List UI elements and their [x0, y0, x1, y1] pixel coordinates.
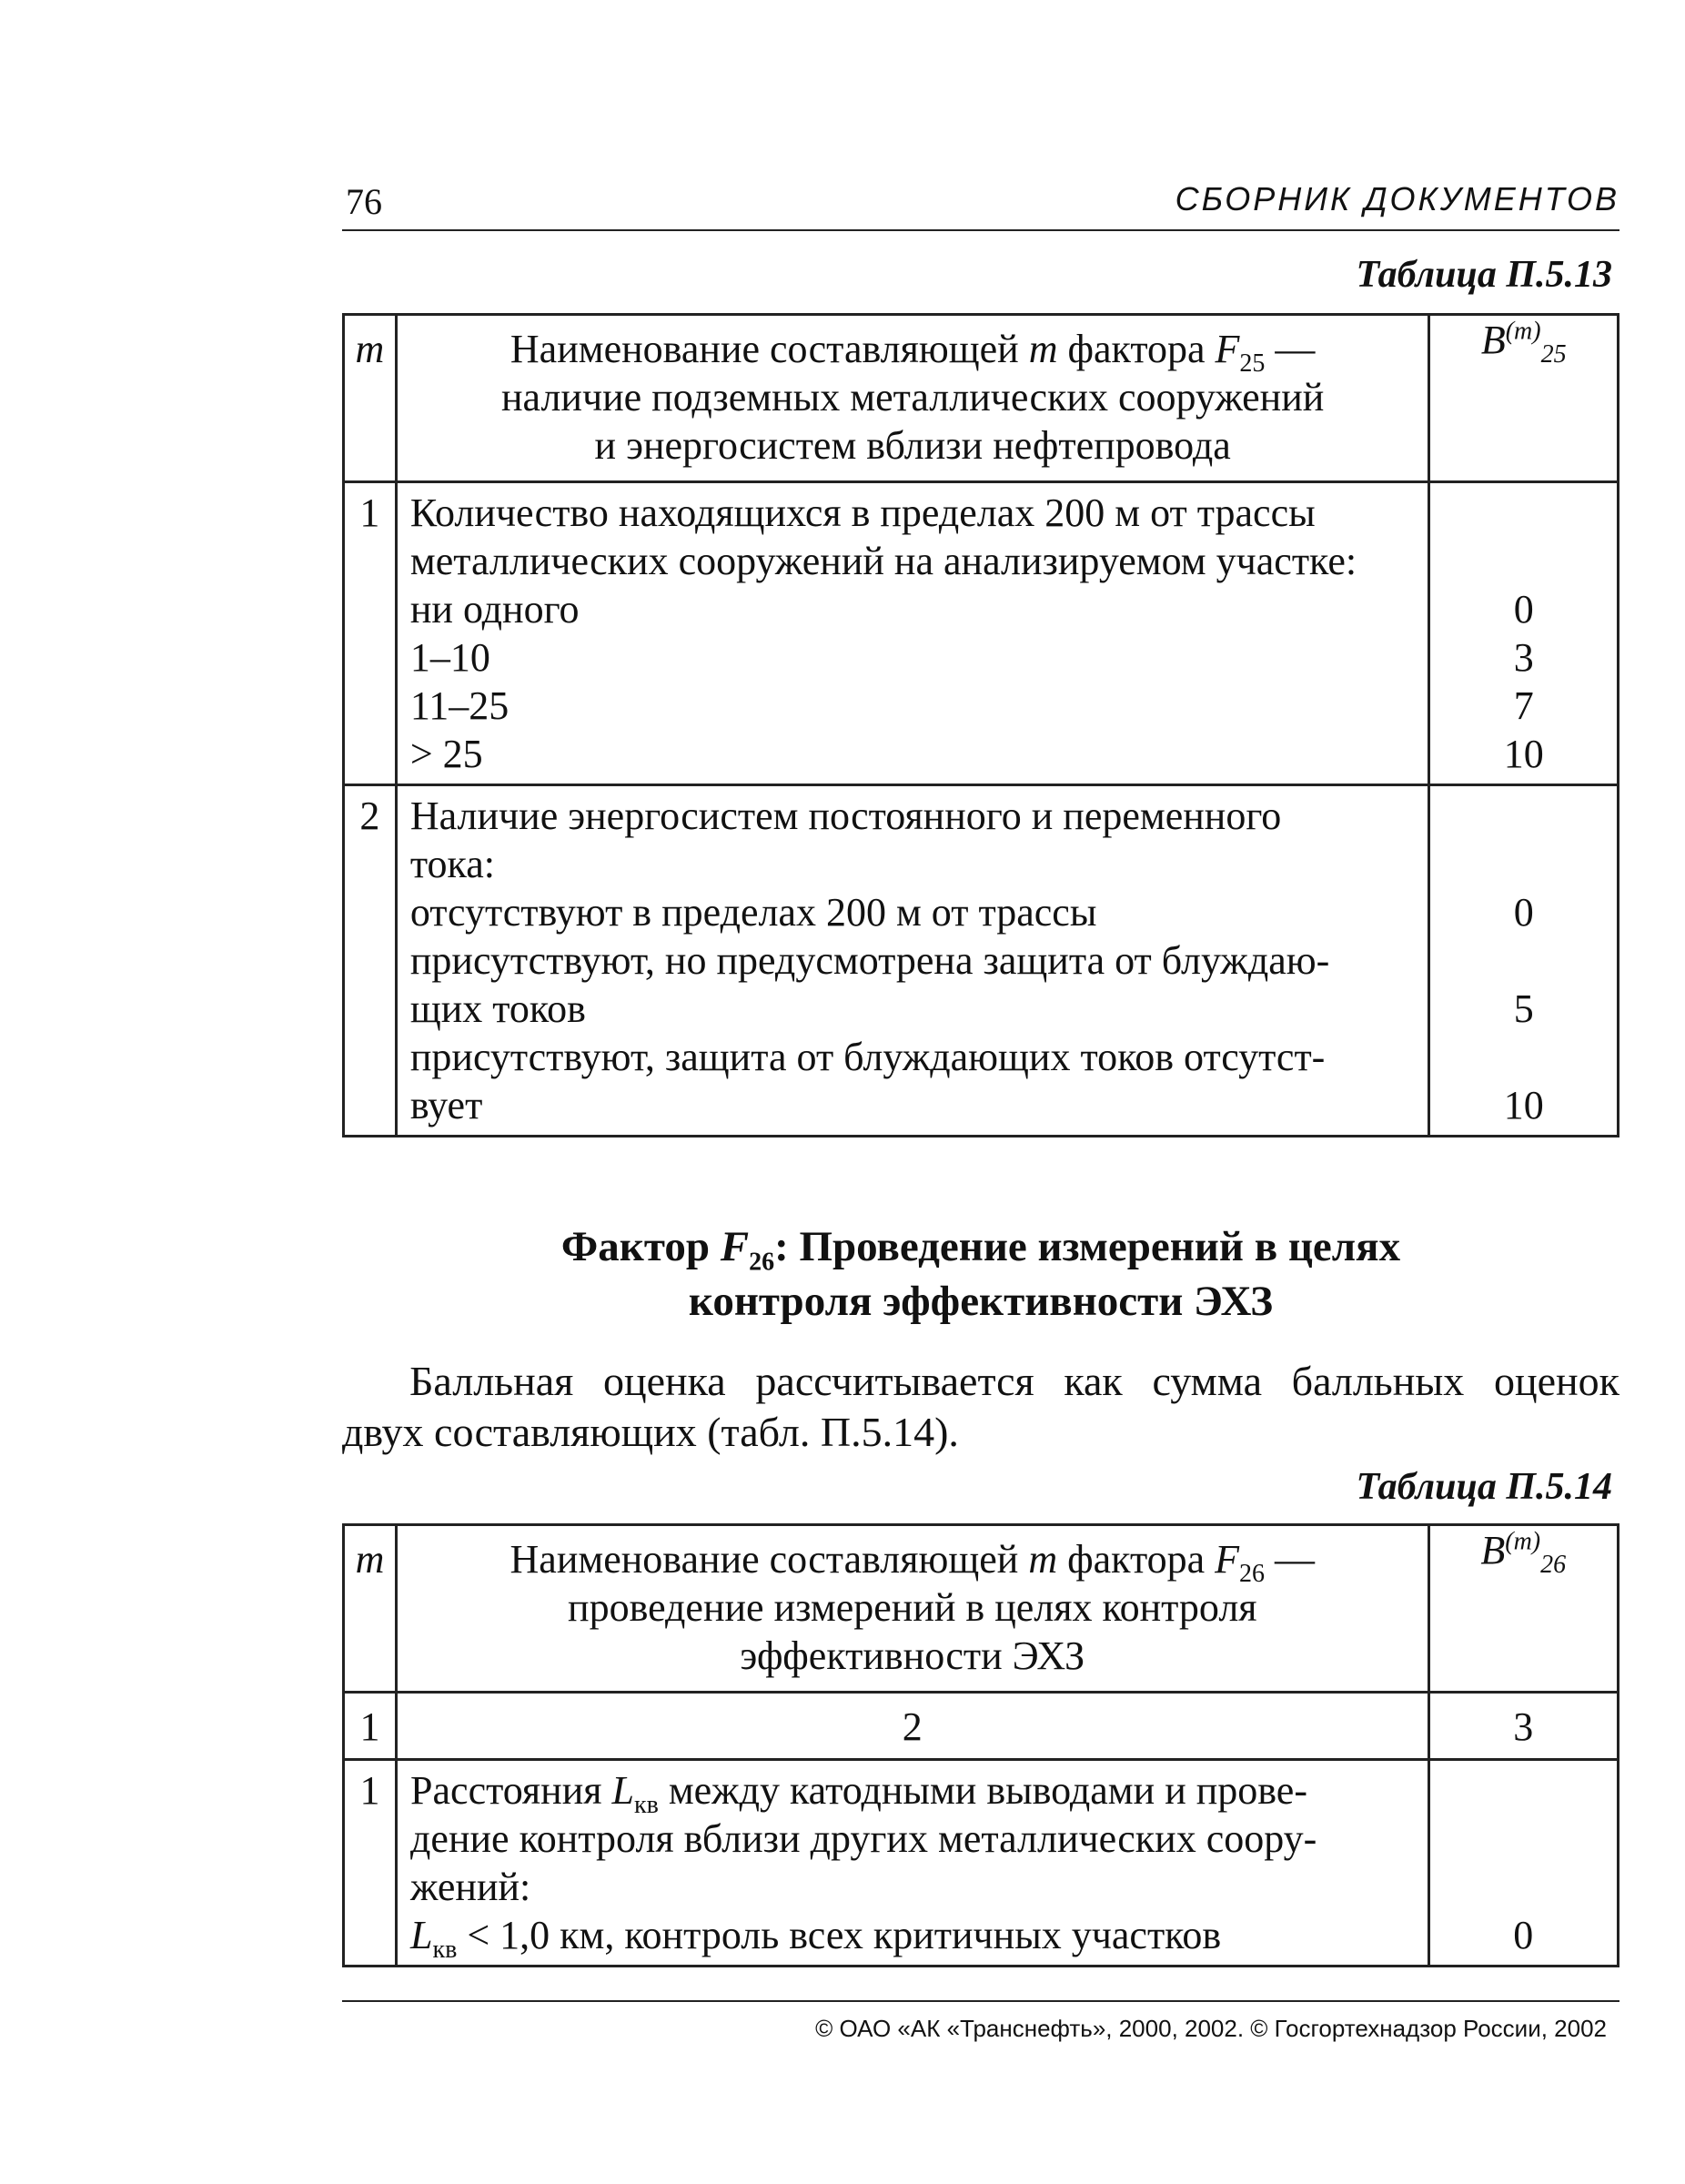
table-13-caption: Таблица П.5.13 [1356, 254, 1612, 296]
column-header-name [396, 315, 1429, 482]
table-row: 1 Расстояния $L_{кв}$ между катодными выводами и прове- дение контроля вблизи других металлических соору- жений: $L_{кв} < 1,0$ км, контроль всех критичных участков 0 [344, 1760, 1619, 1967]
running-title: СБОРНИК ДОКУМЕНТОВ [1175, 180, 1619, 217]
row-2-name: Наличие энергосистем постоянного и переменного тока: отсутствуют в пределах 200 м от трассы присутствуют, но предусмотрена защита от блуждаю- щих токов присутствуют, защита от блуждающих токов отсутст- вует [396, 785, 1429, 1137]
header-line-3: эффективности ЭХЗ [740, 1633, 1085, 1678]
header-line-1: Наименование составляющей m фактора $F_{25}$ — [510, 327, 1316, 378]
column-header-m: m [344, 1525, 397, 1693]
copyright-notice: © ОАО «АК «Транснефть», 2000, 2002. © Госгортехнадзор России, 2002 [815, 2015, 1607, 2042]
table-13-header [344, 315, 1619, 482]
section-heading [342, 1219, 1619, 1329]
column-header-m: m [344, 315, 397, 482]
header-line-3: и энергосистем вблизи нефтепровода [594, 423, 1231, 468]
table-14 [342, 1523, 1619, 1967]
page-number: 76 [346, 181, 382, 222]
header-line-1: Наименование составляющей m фактора $F_{26}$ — [510, 1537, 1316, 1588]
row-1-values: 0 [1428, 1760, 1618, 1967]
column-header-b: $B^{(m)}_{25}$ [1429, 315, 1619, 482]
footer-rule [342, 2000, 1619, 2002]
row-1-name: Количество находящихся в пределах 200 м от трассы металлических сооружений на анализируемом участке: ни одного 1–10 11–25 > 25 [396, 482, 1429, 785]
column-numbering-row: 1 2 3 [344, 1693, 1619, 1760]
row-1-name: Расстояния $L_{кв}$ между катодными выводами и прове- дение контроля вблизи других металлических соору- жений: $L_{кв} < 1,0$ км, контроль всех критичных участков [397, 1760, 1428, 1967]
table-14-header [344, 1525, 1619, 1693]
table-row: 2 Наличие энергосистем постоянного и переменного тока: отсутствуют в пределах 200 м от трассы присутствуют, но предусмотрена защита от блуждаю- щих токов присутствуют, защита от блуждающих токов отсутст- вует 0 5 10 [344, 785, 1619, 1137]
row-2-values: 0 5 10 [1429, 785, 1619, 1137]
table-13 [342, 313, 1619, 1138]
row-1-values: 0 3 7 10 [1429, 482, 1619, 785]
heading-line-1: Фактор $F_{26}$: Проведение измерений в целях [560, 1223, 1401, 1277]
table-14-caption: Таблица П.5.14 [1356, 1466, 1612, 1508]
header-line-2: наличие подземных металлических сооружений [500, 375, 1325, 420]
header-rule [342, 229, 1619, 231]
body-paragraph: Балльная оценка рассчитывается как сумма балльных оценок двух составляющих (табл. П.5.14). [342, 1358, 1619, 1455]
running-head [342, 178, 1619, 233]
heading-line-2: контроля эффективности ЭХЗ [688, 1278, 1274, 1325]
column-header-name [397, 1525, 1428, 1693]
table-row: 1 Количество находящихся в пределах 200 м от трассы металлических сооружений на анализируемом участке: ни одного 1–10 11–25 > 25 0 3 7 10 [344, 482, 1619, 785]
column-header-b: $B^{(m)}_{26}$ [1428, 1525, 1618, 1693]
header-line-2: проведение измерений в целях контроля [568, 1585, 1257, 1630]
